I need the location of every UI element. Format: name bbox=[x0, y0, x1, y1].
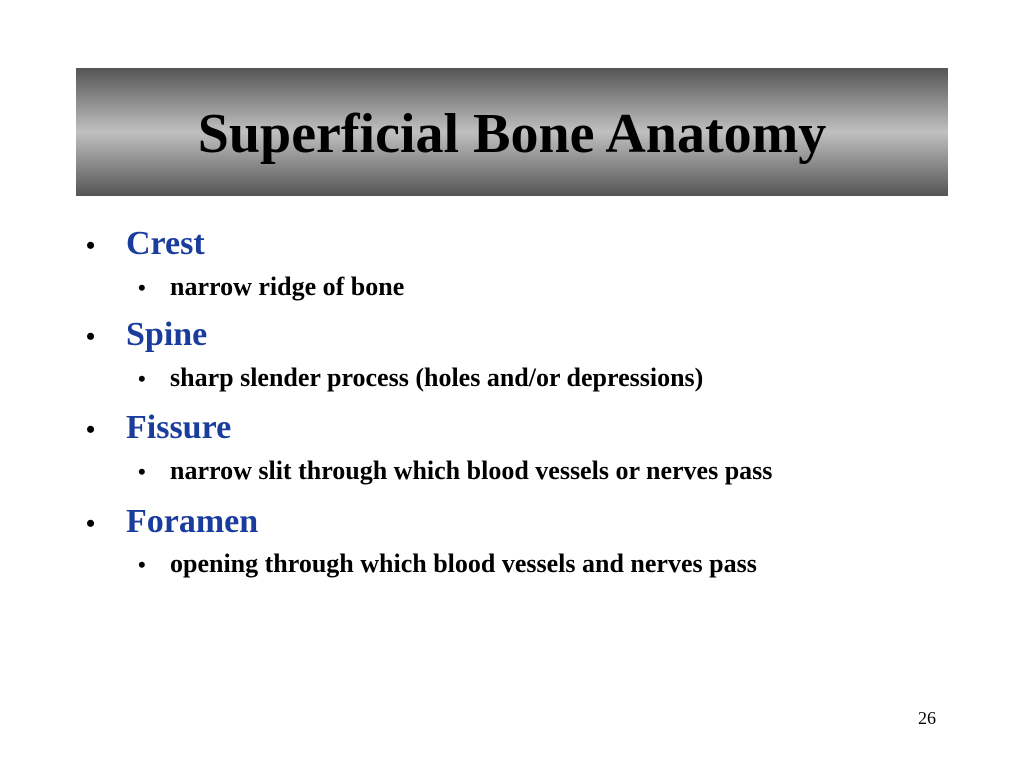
bullet-icon: • bbox=[86, 322, 96, 352]
slide-title: Superficial Bone Anatomy bbox=[197, 103, 827, 165]
list-item-crest bbox=[86, 224, 926, 305]
term-definition: narrow ridge of bone bbox=[170, 271, 405, 301]
title-bar bbox=[76, 68, 948, 196]
list-item-foramen bbox=[86, 502, 926, 583]
sub-bullet-icon: • bbox=[138, 552, 146, 578]
term-label: Foramen bbox=[126, 502, 259, 540]
term-definition: sharp slender process (holes and/or depressions) bbox=[170, 362, 704, 392]
term-label: Crest bbox=[126, 225, 205, 262]
page-number: 26 bbox=[918, 708, 936, 728]
bullet-icon: • bbox=[86, 231, 96, 260]
bullet-icon: • bbox=[86, 415, 96, 445]
term-definition: opening through which blood vessels and nerves pass bbox=[170, 549, 757, 579]
sub-bullet-icon: • bbox=[138, 365, 146, 391]
list-item-fissure bbox=[86, 408, 926, 489]
term-definition: narrow slit through which blood vessels or nerves pass bbox=[170, 456, 773, 486]
bullet-list bbox=[86, 224, 926, 595]
term-label: Spine bbox=[126, 316, 208, 354]
term-label: Fissure bbox=[126, 409, 232, 447]
list-item-spine bbox=[86, 315, 926, 396]
sub-bullet-icon: • bbox=[138, 274, 146, 300]
bullet-icon: • bbox=[86, 508, 96, 538]
sub-bullet-icon: • bbox=[138, 459, 146, 485]
